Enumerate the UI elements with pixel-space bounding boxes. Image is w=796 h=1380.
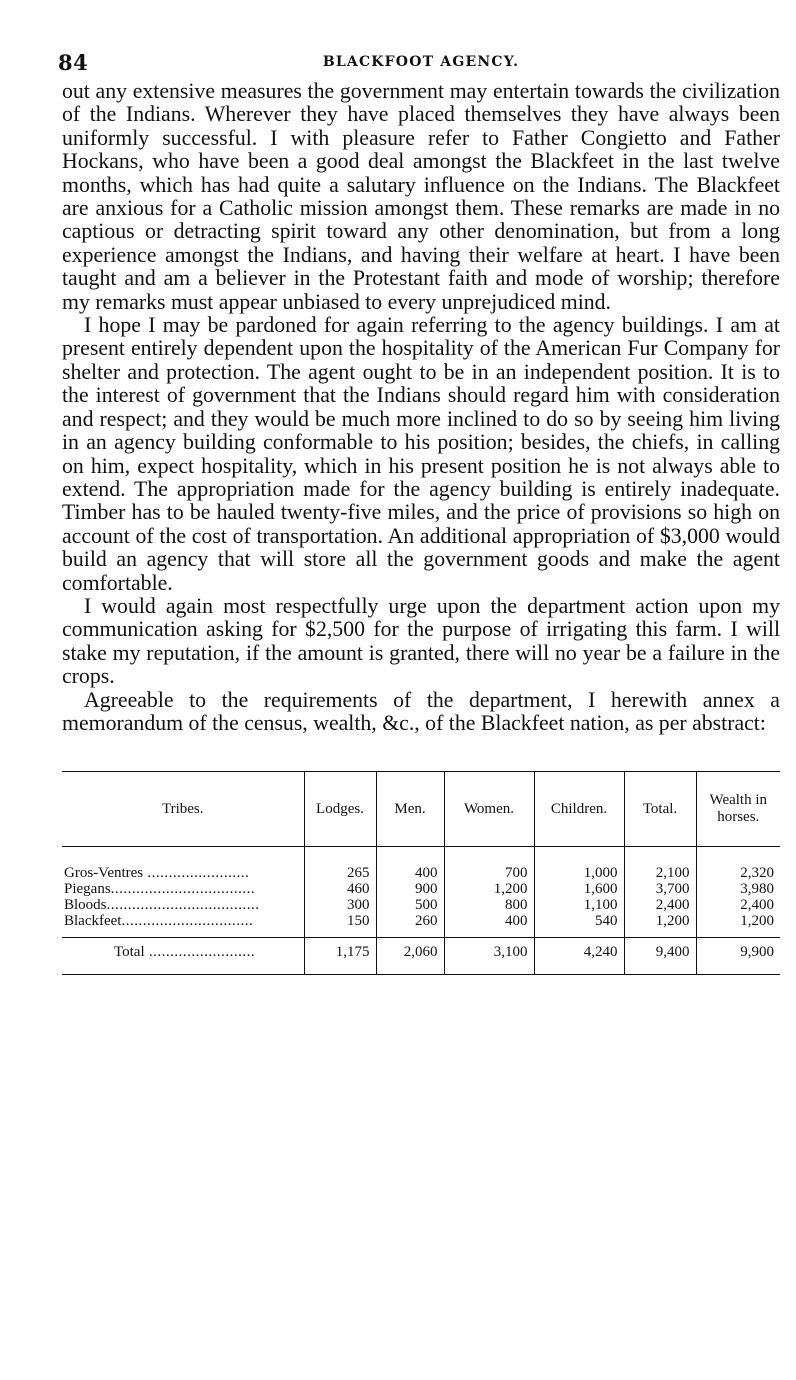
- men-cell: 500: [376, 897, 444, 913]
- wealth-cell: 2,320: [696, 847, 780, 882]
- men-cell: 400: [376, 847, 444, 882]
- paragraph-irrigation: I would again most respectfully urge upon the department action upon my communication asking for $2,500 for the purpose of irrigating this farm. I will stake my reputation, if the amount is granted, there will no year be a failure in the crops.: [62, 593, 780, 689]
- totals-row: [62, 938, 780, 975]
- grand-total: 9,400: [624, 938, 696, 975]
- paragraph-census-intro: Agreeable to the requirements of the department, I herewith annex a memorandum of the census, wealth, &c., of the Blackfeet nation, as per abstract:: [62, 687, 780, 735]
- table-header-row: [62, 772, 780, 847]
- header-men: Men.: [376, 772, 444, 847]
- wealth-cell: 3,980: [696, 881, 780, 897]
- running-head: BLACKFOOT AGENCY.: [322, 54, 520, 70]
- men-cell: 900: [376, 881, 444, 897]
- children-total: 4,240: [534, 938, 624, 975]
- census-table: [62, 771, 780, 975]
- header-children: Children.: [534, 772, 624, 847]
- lodges-cell: 300: [304, 897, 376, 913]
- header-total: Total.: [624, 772, 696, 847]
- total-cell: 1,200: [624, 913, 696, 938]
- tribe-name: Gros-Ventres ........................: [64, 865, 250, 882]
- children-cell: 540: [534, 913, 624, 938]
- paragraph-continuation: out any extensive measures the government may entertain towards the civilization of the Indians. Wherever they have placed themselves they have always been uniformly successful. I with pleasure refer to Father Congietto and Father Hockans, who have been a good deal amongst the Blackfeet in the last twelve months, which has had quite a salutary influence on the Indians. The Blackfeet are anxious for a Catholic mission amongst them. These remarks are made in no captious or detracting spirit toward any other denomination, but from a long experience amongst the Indians, and having their welfare at heart. I have been taught and am a believer in the Protestant faith and mode of worship; therefore my remarks must appear unbiased to every unprejudiced mind.: [62, 79, 780, 314]
- children-cell: 1,100: [534, 897, 624, 913]
- men-total: 2,060: [376, 938, 444, 975]
- lodges-cell: 460: [304, 881, 376, 897]
- header-wealth-in-horses: Wealth in horses.: [696, 772, 780, 847]
- page-header: [58, 46, 780, 80]
- census-table-wrapper: [62, 771, 780, 975]
- page-number: 84: [58, 50, 89, 75]
- wealth-cell: 1,200: [696, 913, 780, 938]
- children-cell: 1,600: [534, 881, 624, 897]
- women-cell: 400: [444, 913, 534, 938]
- women-cell: 700: [444, 847, 534, 882]
- lodges-total: 1,175: [304, 938, 376, 975]
- men-cell: 260: [376, 913, 444, 938]
- table-row: [62, 847, 780, 882]
- header-women: Women.: [444, 772, 534, 847]
- tribe-name: Piegans..................................: [64, 881, 256, 898]
- tribe-name: Blackfeet...............................: [64, 913, 254, 930]
- lodges-cell: 265: [304, 847, 376, 882]
- wealth-cell: 2,400: [696, 897, 780, 913]
- total-cell: 2,400: [624, 897, 696, 913]
- table-row: [62, 881, 780, 897]
- table-row: [62, 913, 780, 938]
- table-row: [62, 897, 780, 913]
- total-cell: 2,100: [624, 847, 696, 882]
- paragraph-agency-buildings: I hope I may be pardoned for again referring to the agency buildings. I am at present entirely dependent upon the hospitality of the American Fur Company for shelter and protection. The agent ought to be in an independent position. It is to the interest of government that the Indians should regard him with consideration and respect; and they would be much more inclined to do so by seeing him living in an agency building conformable to his position; besides, the chiefs, in calling on him, expect hospitality, which in his present position he is not always able to extend. The appropriation made for the agency building is entirely inadequate. Timber has to be hauled twenty-five miles, and the price of provisions so high on account of the cost of transportation. An additional appropriation of $3,000 would build an agency that will store all the government goods and make the agent comfortable.: [62, 313, 780, 595]
- header-tribes: Tribes.: [62, 772, 304, 847]
- tribe-name: Bloods....................................: [64, 897, 260, 914]
- women-cell: 800: [444, 897, 534, 913]
- header-lodges: Lodges.: [304, 772, 376, 847]
- page: [58, 46, 780, 975]
- children-cell: 1,000: [534, 847, 624, 882]
- lodges-cell: 150: [304, 913, 376, 938]
- women-total: 3,100: [444, 938, 534, 975]
- totals-label: Total .........................: [62, 938, 304, 975]
- body-text: [62, 80, 780, 735]
- women-cell: 1,200: [444, 881, 534, 897]
- wealth-total: 9,900: [696, 938, 780, 975]
- total-cell: 3,700: [624, 881, 696, 897]
